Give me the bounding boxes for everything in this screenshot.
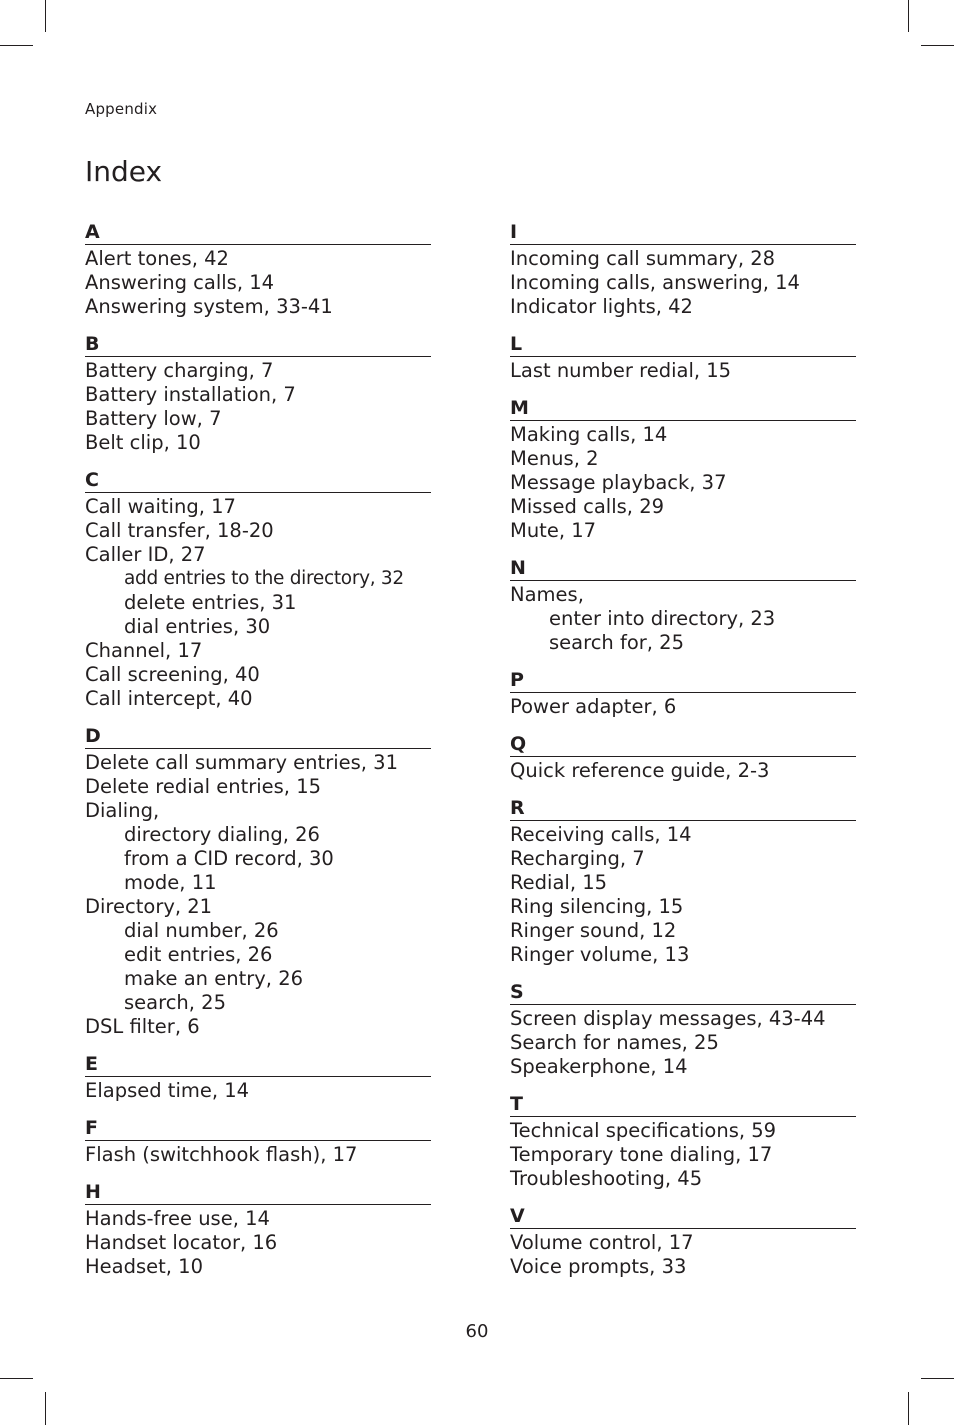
index-column-right	[510, 221, 856, 1293]
index-section-i	[510, 221, 856, 319]
index-entry: Voice prompts, 33	[510, 1255, 687, 1278]
index-entry: Redial, 15	[510, 871, 608, 894]
section-letter: C	[85, 469, 431, 493]
index-entry: Menus, 2	[510, 447, 599, 470]
crop-mark	[0, 45, 33, 46]
crop-mark	[921, 45, 954, 46]
section-letter: L	[510, 333, 856, 357]
index-entry: Recharging, 7	[510, 847, 645, 870]
index-entry: Call transfer, 18-20	[85, 519, 274, 542]
index-entry: Flash (switchhook flash), 17	[85, 1143, 358, 1166]
index-subentry: edit entries, 26	[124, 943, 273, 966]
crop-mark	[45, 0, 46, 32]
index-entry: Ringer volume, 13	[510, 943, 690, 966]
index-section-d	[85, 725, 431, 1039]
index-subentry: search, 25	[124, 991, 226, 1014]
page-number: 60	[465, 1321, 489, 1342]
index-subentry: mode, 11	[124, 871, 217, 894]
section-letter: S	[510, 981, 856, 1005]
index-entry: Receiving calls, 14	[510, 823, 692, 846]
index-entry: Call intercept, 40	[85, 687, 253, 710]
index-section-a	[85, 221, 431, 319]
index-entry: Last number redial, 15	[510, 359, 732, 382]
index-section-r	[510, 797, 856, 967]
section-letter: F	[85, 1117, 431, 1141]
page-title: Index	[85, 155, 163, 188]
index-entry: Power adapter, 6	[510, 695, 677, 718]
index-entry: Directory, 21	[85, 895, 213, 918]
index-entry: Mute, 17	[510, 519, 597, 542]
section-letter: N	[510, 557, 856, 581]
section-letter: T	[510, 1093, 856, 1117]
index-subentry: directory dialing, 26	[124, 823, 320, 846]
index-subentry: dial number, 26	[124, 919, 279, 942]
index-entry: Indicator lights, 42	[510, 295, 693, 318]
index-entry: Message playback, 37	[510, 471, 727, 494]
crop-mark	[908, 0, 909, 32]
index-entry: Belt clip, 10	[85, 431, 201, 454]
section-letter: E	[85, 1053, 431, 1077]
index-entry: DSL filter, 6	[85, 1015, 200, 1038]
section-letter: A	[85, 221, 431, 245]
index-entry: Missed calls, 29	[510, 495, 665, 518]
index-section-h	[85, 1181, 431, 1279]
index-section-v	[510, 1205, 856, 1279]
index-entry: Dialing,	[85, 799, 160, 822]
index-entry: Delete redial entries, 15	[85, 775, 322, 798]
index-subentry: from a CID record, 30	[124, 847, 334, 870]
index-entry: Elapsed time, 14	[85, 1079, 250, 1102]
index-entry: Alert tones, 42	[85, 247, 229, 270]
index-entry: Speakerphone, 14	[510, 1055, 688, 1078]
index-entry: Screen display messages, 43-44	[510, 1007, 826, 1030]
index-entry: Incoming calls, answering, 14	[510, 271, 800, 294]
index-subentry: search for, 25	[549, 631, 684, 654]
index-entry: Names,	[510, 583, 584, 606]
crop-mark	[45, 1392, 46, 1425]
section-letter: I	[510, 221, 856, 245]
index-entry: Hands-free use, 14	[85, 1207, 270, 1230]
section-letter: M	[510, 397, 856, 421]
index-section-q	[510, 733, 856, 783]
section-letter: R	[510, 797, 856, 821]
index-section-e	[85, 1053, 431, 1103]
index-entry: Answering calls, 14	[85, 271, 275, 294]
index-entry: Ringer sound, 12	[510, 919, 677, 942]
index-section-m	[510, 397, 856, 543]
index-subentry: enter into directory, 23	[549, 607, 776, 630]
section-letter: H	[85, 1181, 431, 1205]
index-section-b	[85, 333, 431, 455]
section-letter: V	[510, 1205, 856, 1229]
index-section-n	[510, 557, 856, 655]
crop-mark	[921, 1378, 954, 1379]
index-entry: Ring silencing, 15	[510, 895, 684, 918]
index-entry: Technical specifications, 59	[510, 1119, 777, 1142]
index-column-left	[85, 221, 431, 1293]
section-letter: D	[85, 725, 431, 749]
index-section-t	[510, 1093, 856, 1191]
crop-mark	[908, 1392, 909, 1425]
index-entry: Making calls, 14	[510, 423, 668, 446]
index-section-c	[85, 469, 431, 711]
section-letter: P	[510, 669, 856, 693]
index-subentry: make an entry, 26	[124, 967, 304, 990]
index-entry: Search for names, 25	[510, 1031, 719, 1054]
index-entry: Delete call summary entries, 31	[85, 751, 398, 774]
index-entry: Temporary tone dialing, 17	[510, 1143, 773, 1166]
index-entry: Caller ID, 27	[85, 543, 206, 566]
index-subentry: dial entries, 30	[124, 615, 271, 638]
index-subentry: delete entries, 31	[124, 591, 297, 614]
index-entry: Channel, 17	[85, 639, 203, 662]
index-subentry: add entries to the directory, 32	[124, 568, 404, 589]
index-entry: Call screening, 40	[85, 663, 260, 686]
index-entry: Answering system, 33-41	[85, 295, 333, 318]
section-letter: B	[85, 333, 431, 357]
index-entry: Volume control, 17	[510, 1231, 694, 1254]
section-header: Appendix	[85, 100, 158, 118]
index-entry: Headset, 10	[85, 1255, 203, 1278]
index-section-p	[510, 669, 856, 719]
index-entry: Battery low, 7	[85, 407, 222, 430]
section-letter: Q	[510, 733, 856, 757]
index-section-s	[510, 981, 856, 1079]
index-section-l	[510, 333, 856, 383]
index-section-f	[85, 1117, 431, 1167]
index-entry: Battery charging, 7	[85, 359, 274, 382]
index-entry: Troubleshooting, 45	[510, 1167, 703, 1190]
index-entry: Handset locator, 16	[85, 1231, 278, 1254]
index-entry: Call waiting, 17	[85, 495, 236, 518]
index-entry: Quick reference guide, 2-3	[510, 759, 770, 782]
index-entry: Battery installation, 7	[85, 383, 296, 406]
index-entry: Incoming call summary, 28	[510, 247, 776, 270]
crop-mark	[0, 1378, 33, 1379]
